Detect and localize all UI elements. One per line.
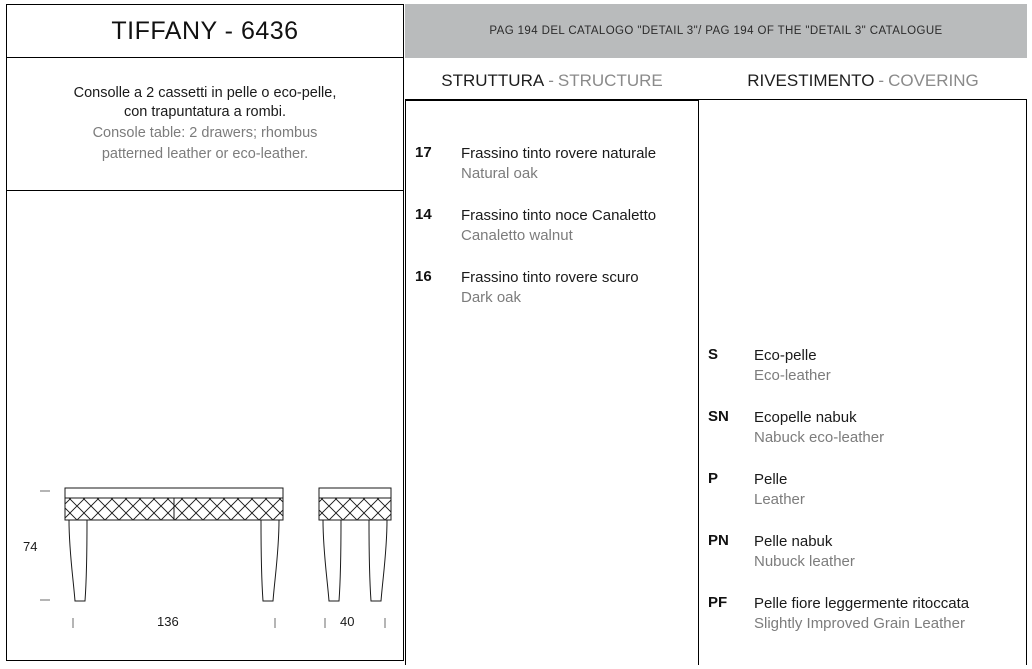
structure-header-english: STRUCTURE xyxy=(557,70,663,90)
covering-column-header xyxy=(699,62,1027,100)
structure-option-text xyxy=(461,144,656,184)
covering-option-english: Eco-leather xyxy=(754,367,831,384)
covering-option-code: S xyxy=(708,346,719,363)
covering-option-text xyxy=(754,532,855,572)
structure-option-italian: Frassino tinto noce Canaletto xyxy=(461,207,657,224)
covering-header-separator: - xyxy=(878,70,885,90)
covering-option-italian: Eco-pelle xyxy=(754,347,817,364)
product-info-column xyxy=(6,4,404,661)
covering-option-english: Nubuck leather xyxy=(754,553,855,570)
covering-option-row[interactable] xyxy=(708,532,855,572)
covering-option-italian: Pelle fiore leggermente ritoccata xyxy=(754,595,970,612)
page-title: TIFFANY - 6436 xyxy=(111,16,299,45)
structure-column-header xyxy=(405,62,699,100)
height-dimension xyxy=(40,491,50,600)
front-view xyxy=(65,488,283,601)
covering-header-english: COVERING xyxy=(888,70,979,90)
covering-option-code: PN xyxy=(708,532,729,549)
covering-option-row[interactable] xyxy=(708,470,805,510)
covering-option-row[interactable] xyxy=(708,408,884,448)
description-italian-line-1: Consolle a 2 cassetti in pelle o eco-pelle, xyxy=(73,85,337,101)
product-description-box xyxy=(6,58,404,191)
covering-option-italian: Pelle xyxy=(754,471,788,488)
structure-option-italian: Frassino tinto rovere scuro xyxy=(461,269,639,286)
dimension-height-label: 74 xyxy=(23,539,38,554)
technical-drawing-box xyxy=(6,191,404,661)
description-english-line-2: patterned leather or eco-leather. xyxy=(101,146,309,162)
product-title-box xyxy=(6,4,404,58)
covering-option-code: P xyxy=(708,470,719,487)
covering-options-panel xyxy=(699,100,1027,665)
covering-option-text xyxy=(754,346,831,386)
dimension-depth-label: 40 xyxy=(340,614,355,629)
covering-option-row[interactable] xyxy=(708,594,969,634)
structure-options-panel xyxy=(405,100,699,665)
covering-option-italian: Pelle nabuk xyxy=(754,533,833,550)
structure-option-row[interactable] xyxy=(415,268,639,308)
covering-option-code: PF xyxy=(708,594,728,611)
structure-option-english: Dark oak xyxy=(461,289,522,306)
structure-option-code: 16 xyxy=(415,268,432,285)
covering-option-code: SN xyxy=(708,408,729,425)
structure-header-separator: - xyxy=(548,70,554,90)
structure-option-english: Natural oak xyxy=(461,165,538,182)
covering-option-english: Leather xyxy=(754,491,805,508)
console-table-drawing xyxy=(7,191,403,659)
structure-option-text xyxy=(461,206,656,246)
structure-option-code: 14 xyxy=(415,206,432,223)
description-italian-line-2: con trapuntatura a rombi. xyxy=(123,104,286,120)
covering-option-english: Slightly Improved Grain Leather xyxy=(754,615,965,632)
structure-option-text xyxy=(461,268,639,308)
catalogue-reference-text: PAG 194 DEL CATALOGO "DETAIL 3"/ PAG 194 OF THE "DETAIL 3" CATALOGUE xyxy=(489,25,943,37)
covering-option-italian: Ecopelle nabuk xyxy=(754,409,857,426)
structure-option-italian: Frassino tinto rovere naturale xyxy=(461,145,657,162)
depth-dimension xyxy=(325,618,385,628)
covering-option-row[interactable] xyxy=(708,346,831,386)
covering-option-text xyxy=(754,594,969,634)
covering-option-text xyxy=(754,408,884,448)
covering-option-text xyxy=(754,470,805,510)
dimension-width-label: 136 xyxy=(157,614,179,629)
structure-header-italian: STRUTTURA xyxy=(441,70,545,90)
structure-option-code: 17 xyxy=(415,144,432,161)
catalogue-reference-bar xyxy=(405,4,1027,58)
structure-option-english: Canaletto walnut xyxy=(461,227,573,244)
structure-option-row[interactable] xyxy=(415,144,656,184)
description-english-line-1: Console table: 2 drawers; rhombus xyxy=(92,125,318,141)
covering-option-english: Nabuck eco-leather xyxy=(754,429,885,446)
side-view xyxy=(319,488,391,601)
covering-header-italian: RIVESTIMENTO xyxy=(747,70,875,90)
structure-option-row[interactable] xyxy=(415,206,656,246)
